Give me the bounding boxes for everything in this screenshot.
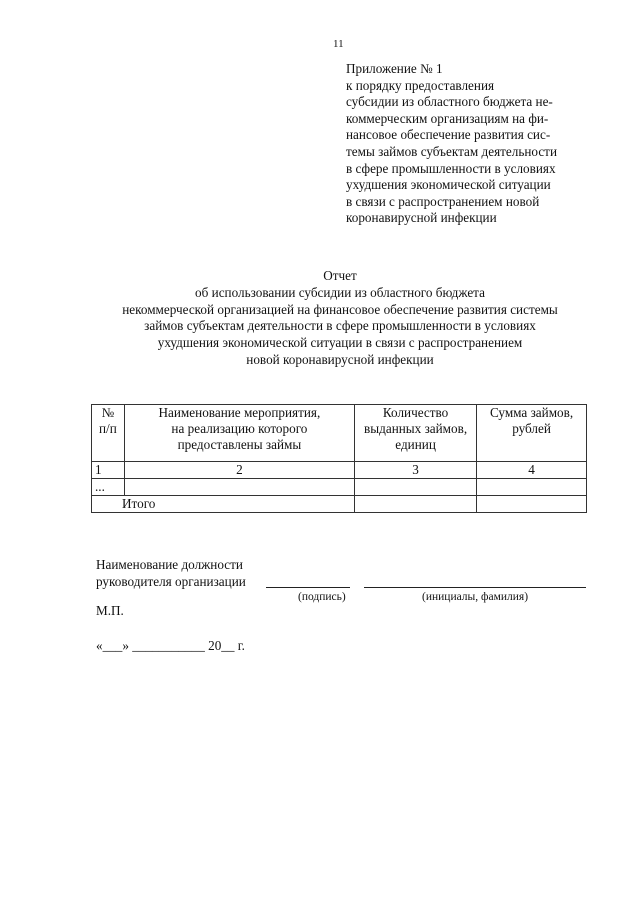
header-sum-line: Сумма займов, — [489, 405, 574, 420]
header-loan-sum — [477, 405, 587, 462]
appendix-line: субсидии из областного бюджета не- — [346, 94, 553, 110]
table-header-row — [92, 405, 587, 462]
report-heading: Отчет — [323, 268, 357, 283]
table-cell — [477, 479, 587, 496]
table-cell — [355, 496, 477, 513]
table-total-row — [92, 496, 587, 513]
appendix-line: нансовое обеспечение развития сис- — [346, 127, 551, 143]
signature-block — [96, 556, 596, 603]
header-number-line: п/п — [98, 421, 117, 436]
table-row — [92, 479, 587, 496]
header-activity-line: предоставлены займы — [177, 437, 302, 452]
report-title-line: об использовании субсидии из областного бюджета — [195, 284, 485, 300]
table-cell: 2 — [124, 462, 354, 479]
report-title-line: ухудшения экономической ситуации в связи с распространением — [157, 335, 523, 351]
header-count-line: Количество — [382, 405, 449, 420]
header-sum-line: рублей — [512, 421, 551, 436]
header-activity-line: Наименование мероприятия, — [158, 405, 321, 420]
report-title-block — [70, 268, 610, 369]
report-title-line: займов субъектам деятельности в сфере промышленности в условиях — [144, 318, 536, 334]
header-activity-name — [124, 405, 354, 462]
position-title-line: Наименование должности — [96, 557, 243, 572]
report-title-line: некоммерческой организацией на финансовое обеспечение развития системы — [122, 301, 558, 317]
table-cell — [477, 496, 587, 513]
table-cell — [124, 479, 354, 496]
header-activity-line: на реализацию которого — [171, 421, 308, 436]
signature-line — [266, 586, 350, 588]
header-loan-count — [355, 405, 477, 462]
appendix-line: коммерческим организациям на фи- — [346, 110, 549, 126]
total-label: Итого — [92, 496, 355, 513]
header-count-line: единиц — [395, 437, 436, 452]
page-number: 11 — [333, 38, 344, 50]
header-count-line: выданных займов, — [364, 421, 468, 436]
header-number-line: № — [101, 405, 115, 420]
appendix-line: коронавирусной инфекции — [346, 210, 497, 226]
report-title-line: новой коронавирусной инфекции — [246, 351, 434, 367]
appendix-line: Приложение № 1 — [346, 61, 443, 76]
table-cell — [355, 479, 477, 496]
appendix-line: в связи с распространением новой — [346, 193, 540, 209]
date-line: «___» ___________ 20__ г. — [96, 638, 245, 653]
name-line — [364, 586, 586, 588]
report-table — [91, 404, 587, 513]
header-number — [92, 405, 125, 462]
table-cell: ... — [92, 479, 125, 496]
stamp-label: М.П. — [96, 603, 124, 618]
table-index-row — [92, 462, 587, 479]
table-cell: 3 — [355, 462, 477, 479]
appendix-line: в сфере промышленности в условиях — [346, 160, 556, 176]
position-title-line: руководителя организации — [96, 574, 246, 589]
appendix-line: к порядку предоставления — [346, 77, 495, 93]
name-caption: (инициалы, фамилия) — [422, 591, 529, 603]
signature-caption: (подпись) — [298, 591, 346, 603]
appendix-line: ухудшения экономической ситуации — [346, 177, 551, 193]
table-cell: 4 — [477, 462, 587, 479]
appendix-line: темы займов субъектам деятельности — [346, 143, 557, 159]
table-cell: 1 — [92, 462, 125, 479]
appendix-block — [346, 61, 596, 227]
